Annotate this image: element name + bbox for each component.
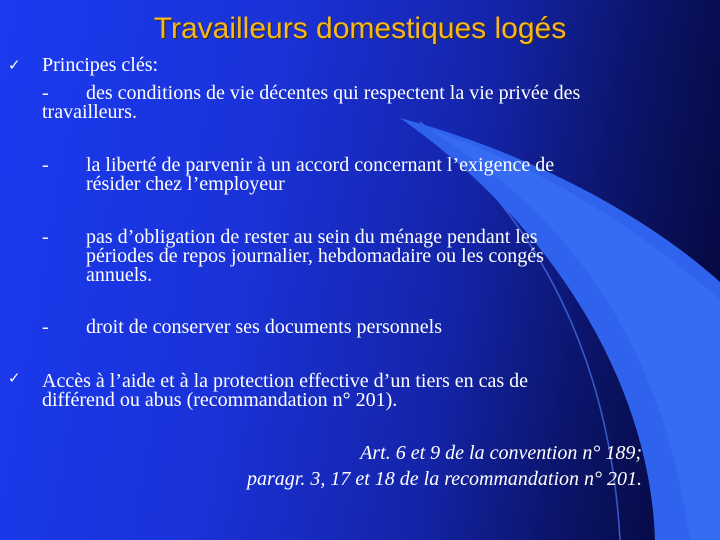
reference-text [247,440,642,492]
dash-marker: - [42,154,49,176]
item-line: pas d’obligation de rester au sein du ménage pendant les [86,226,538,248]
item-line: annuels. [86,264,153,286]
item-line: périodes de repos journalier, hebdomadaire ou les congés [86,245,544,267]
bullet-acces: Accès à l’aide et à la protection effective d’un tiers en cas de [42,370,529,392]
slide-title: Travailleurs domestiques logés [153,12,567,45]
dash-marker: - [42,316,49,338]
intro-line-cont: travailleurs. [42,101,137,123]
intro-line: des conditions de vie décentes qui respectent la vie privée des [86,82,581,104]
bullet-principes: Principes clés: [42,54,159,76]
reference-line: Art. 6 et 9 de la convention n° 189; [360,442,642,464]
bullet-acces-cont: différend ou abus (recommandation n° 201). [42,389,398,411]
checkmark-icon: ✓ [8,56,21,74]
reference-line: paragr. 3, 17 et 18 de la recommandation n° 201. [246,468,642,490]
checkmark-icon: ✓ [8,369,21,387]
item-line: résider chez l’employeur [86,173,285,195]
dash-marker: - [42,226,49,248]
dash-marker: - [42,82,49,104]
item-line: la liberté de parvenir à un accord concernant l’exigence de [86,154,555,176]
item-line: droit de conserver ses documents personnels [86,316,443,338]
